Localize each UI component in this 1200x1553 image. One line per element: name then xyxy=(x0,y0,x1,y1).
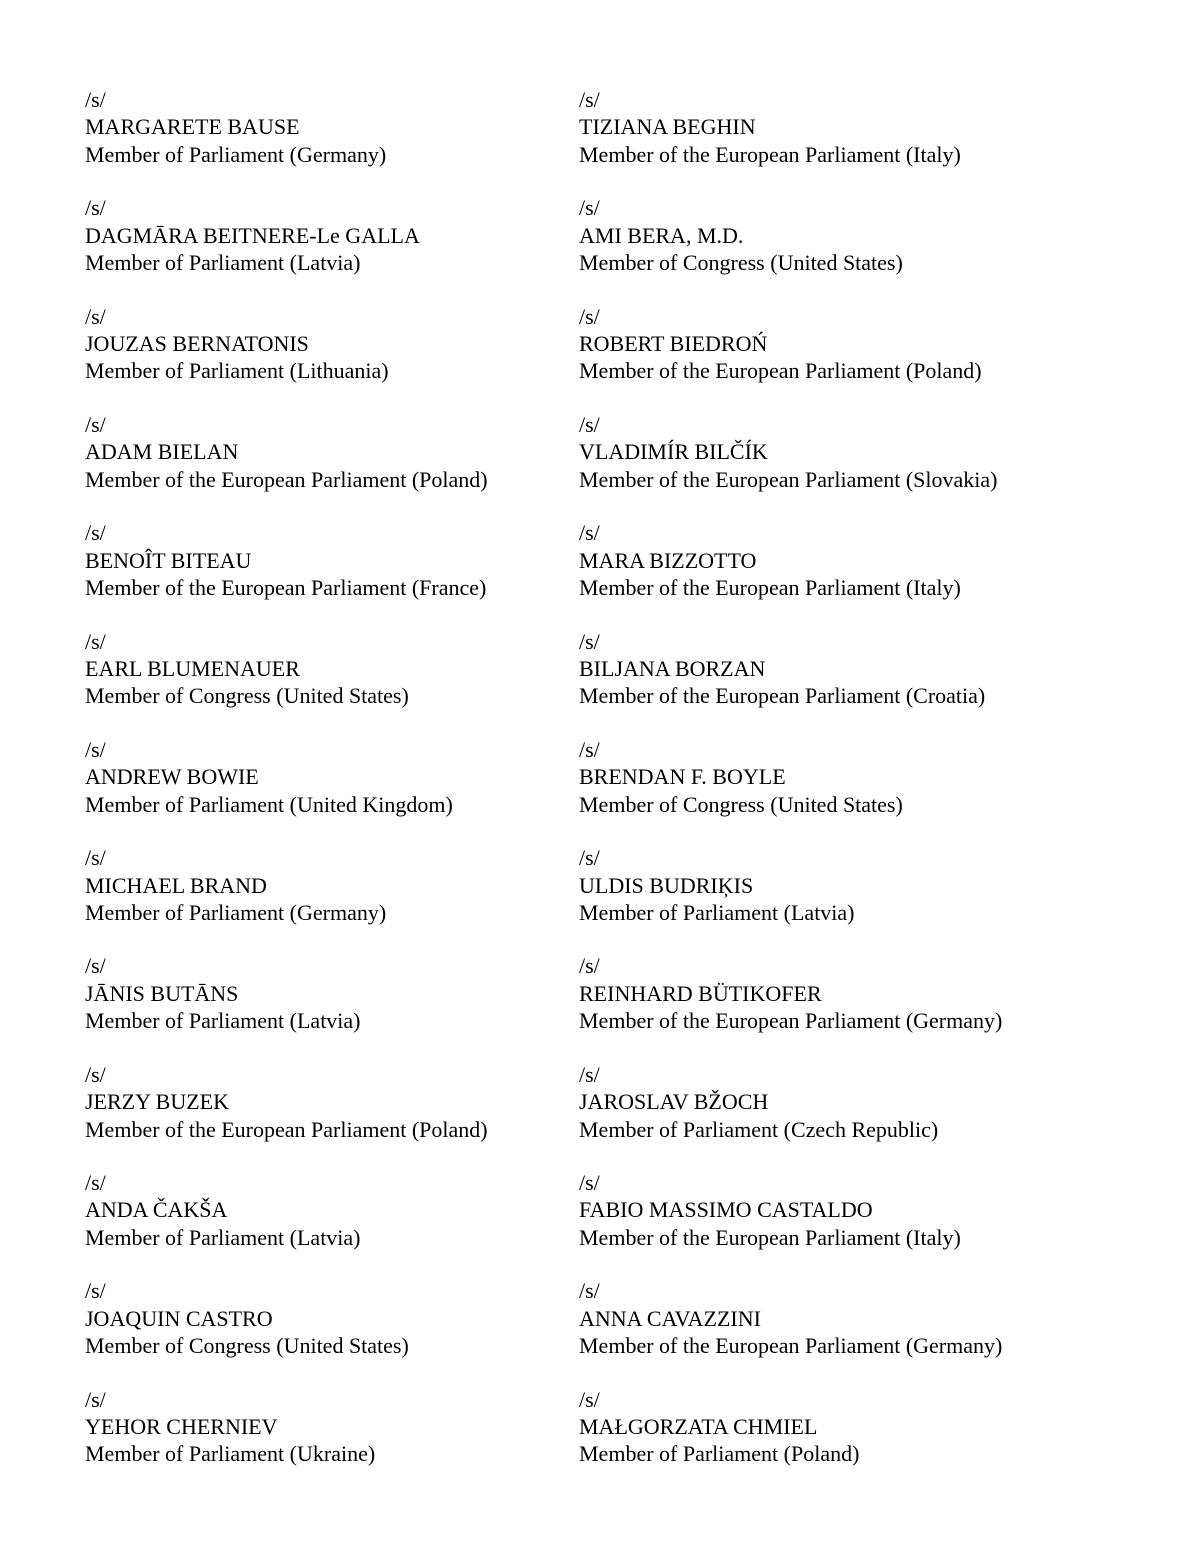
signatory-name: BRENDAN F. BOYLE xyxy=(579,764,786,790)
signature-mark: /s/ xyxy=(579,303,600,329)
signature-mark: /s/ xyxy=(579,411,600,437)
signature-block xyxy=(85,1386,565,1468)
signature-mark: /s/ xyxy=(579,628,600,654)
signatory-name: ANNA CAVAZZINI xyxy=(579,1305,761,1331)
signatory-title: Member of the European Parliament (Slovakia) xyxy=(579,466,998,492)
signature-block xyxy=(579,952,1059,1034)
signatory-title: Member of the European Parliament (Germany) xyxy=(579,1008,1003,1034)
signature-mark: /s/ xyxy=(85,411,106,437)
signature-mark: /s/ xyxy=(579,1061,600,1087)
signatory-title: Member of Congress (United States) xyxy=(579,791,903,817)
signatory-name: JĀNIS BUTĀNS xyxy=(85,980,239,1006)
signatory-title: Member of the European Parliament (Italy) xyxy=(579,575,961,600)
signature-mark: /s/ xyxy=(85,195,106,221)
signatory-name: MAŁGORZATA CHMIEL xyxy=(579,1414,818,1439)
signature-block xyxy=(579,411,1059,493)
signature-mark: /s/ xyxy=(85,87,106,112)
signatory-title: Member of Parliament (Latvia) xyxy=(85,1008,361,1034)
signature-block xyxy=(579,194,1059,276)
signature-mark: /s/ xyxy=(579,520,600,546)
signature-block xyxy=(579,628,1059,710)
signature-block xyxy=(85,736,565,818)
signatory-title: Member of Parliament (Germany) xyxy=(85,899,387,925)
signatory-title: Member of the European Parliament (Italy) xyxy=(579,141,961,167)
signatory-name: MICHAEL BRAND xyxy=(85,872,267,898)
signatory-name: JERZY BUZEK xyxy=(85,1089,230,1115)
signature-block xyxy=(85,1277,565,1359)
signatory-name: TIZIANA BEGHIN xyxy=(579,114,756,140)
signature-mark: /s/ xyxy=(579,195,600,221)
signature-block xyxy=(579,519,1059,601)
signatory-name: ROBERT BIEDROŃ xyxy=(579,331,768,356)
signatory-name: FABIO MASSIMO CASTALDO xyxy=(579,1197,873,1223)
signature-block xyxy=(85,411,565,493)
signature-block xyxy=(579,1169,1059,1251)
signature-block xyxy=(579,736,1059,818)
signature-mark: /s/ xyxy=(85,845,106,871)
signatory-name: ANDA ČAKŠA xyxy=(85,1197,228,1223)
signatory-title: Member of Parliament (Latvia) xyxy=(579,899,855,925)
signature-mark: /s/ xyxy=(579,845,600,871)
signatory-name: MARA BIZZOTTO xyxy=(579,547,757,573)
signature-block xyxy=(85,194,565,276)
signatory-name: EARL BLUMENAUER xyxy=(85,655,300,681)
signatory-name: MARGARETE BAUSE xyxy=(85,114,300,140)
signatory-title: Member of the European Parliament (Italy) xyxy=(579,1224,961,1250)
signature-block xyxy=(579,1061,1059,1143)
signature-block xyxy=(85,86,565,168)
signature-block xyxy=(85,1169,565,1251)
signatory-name: VLADIMÍR BILČÍK xyxy=(579,439,768,465)
signatory-name: ULDIS BUDRIĶIS xyxy=(579,872,754,898)
signatory-title: Member of Parliament (Czech Republic) xyxy=(579,1116,939,1142)
signatory-name: ANDREW BOWIE xyxy=(85,764,259,790)
signature-block xyxy=(85,844,565,926)
signatory-name: DAGMĀRA BEITNERE-Le GALLA xyxy=(85,222,420,248)
signature-block xyxy=(85,519,565,601)
signature-mark: /s/ xyxy=(85,1278,106,1304)
signatory-name: BENOÎT BITEAU xyxy=(85,547,252,573)
signatory-name: YEHOR CHERNIEV xyxy=(85,1414,278,1439)
signatory-name: JOAQUIN CASTRO xyxy=(85,1305,273,1331)
signatory-name: REINHARD BÜTIKOFER xyxy=(579,980,822,1006)
signature-mark: /s/ xyxy=(85,953,106,979)
signature-mark: /s/ xyxy=(85,1386,106,1412)
signatory-title: Member of Parliament (Poland) xyxy=(579,1441,860,1467)
signature-mark: /s/ xyxy=(579,87,600,112)
signatory-title: Member of the European Parliament (Poland) xyxy=(85,1116,488,1142)
signature-mark: /s/ xyxy=(579,953,600,979)
signature-block xyxy=(579,1277,1059,1359)
signature-block xyxy=(85,303,565,385)
signatory-name: BILJANA BORZAN xyxy=(579,655,766,681)
signatory-title: Member of Parliament (Latvia) xyxy=(85,250,361,276)
signatory-title: Member of Parliament (Lithuania) xyxy=(85,358,389,384)
signature-mark: /s/ xyxy=(85,736,106,762)
signatory-name: ADAM BIELAN xyxy=(85,439,239,465)
signature-mark: /s/ xyxy=(85,520,106,546)
signatory-title: Member of Parliament (Ukraine) xyxy=(85,1441,376,1467)
signature-mark: /s/ xyxy=(85,1061,106,1087)
signatory-title: Member of Parliament (United Kingdom) xyxy=(85,791,453,817)
signatory-title: Member of Congress (United States) xyxy=(85,1333,409,1359)
signatory-title: Member of the European Parliament (Croatia) xyxy=(579,683,986,709)
signatory-title: Member of the European Parliament (Poland) xyxy=(579,358,982,384)
signatory-title: Member of Parliament (Germany) xyxy=(85,141,387,167)
signature-mark: /s/ xyxy=(579,1278,600,1304)
signatory-title: Member of the European Parliament (France) xyxy=(85,575,487,600)
signature-mark: /s/ xyxy=(579,1170,600,1195)
signatory-title: Member of Congress (United States) xyxy=(579,250,903,276)
signatory-name: JOUZAS BERNATONIS xyxy=(85,331,309,356)
signatory-title: Member of Congress (United States) xyxy=(85,683,409,709)
signature-block xyxy=(579,86,1059,168)
signature-mark: /s/ xyxy=(579,736,600,762)
signature-mark: /s/ xyxy=(85,303,106,329)
signature-block xyxy=(85,952,565,1034)
signature-block xyxy=(579,303,1059,385)
signatory-name: AMI BERA, M.D. xyxy=(579,222,744,248)
signature-block xyxy=(579,844,1059,926)
signature-block xyxy=(85,628,565,710)
signature-block xyxy=(85,1061,565,1143)
signature-mark: /s/ xyxy=(85,628,106,654)
signatory-name: JAROSLAV BŽOCH xyxy=(579,1089,769,1115)
signature-mark: /s/ xyxy=(85,1170,106,1195)
signatory-title: Member of Parliament (Latvia) xyxy=(85,1224,361,1250)
signature-block xyxy=(579,1386,1059,1468)
signatory-title: Member of the European Parliament (Poland) xyxy=(85,466,488,492)
signature-mark: /s/ xyxy=(579,1386,600,1412)
signatory-title: Member of the European Parliament (Germany) xyxy=(579,1333,1003,1359)
